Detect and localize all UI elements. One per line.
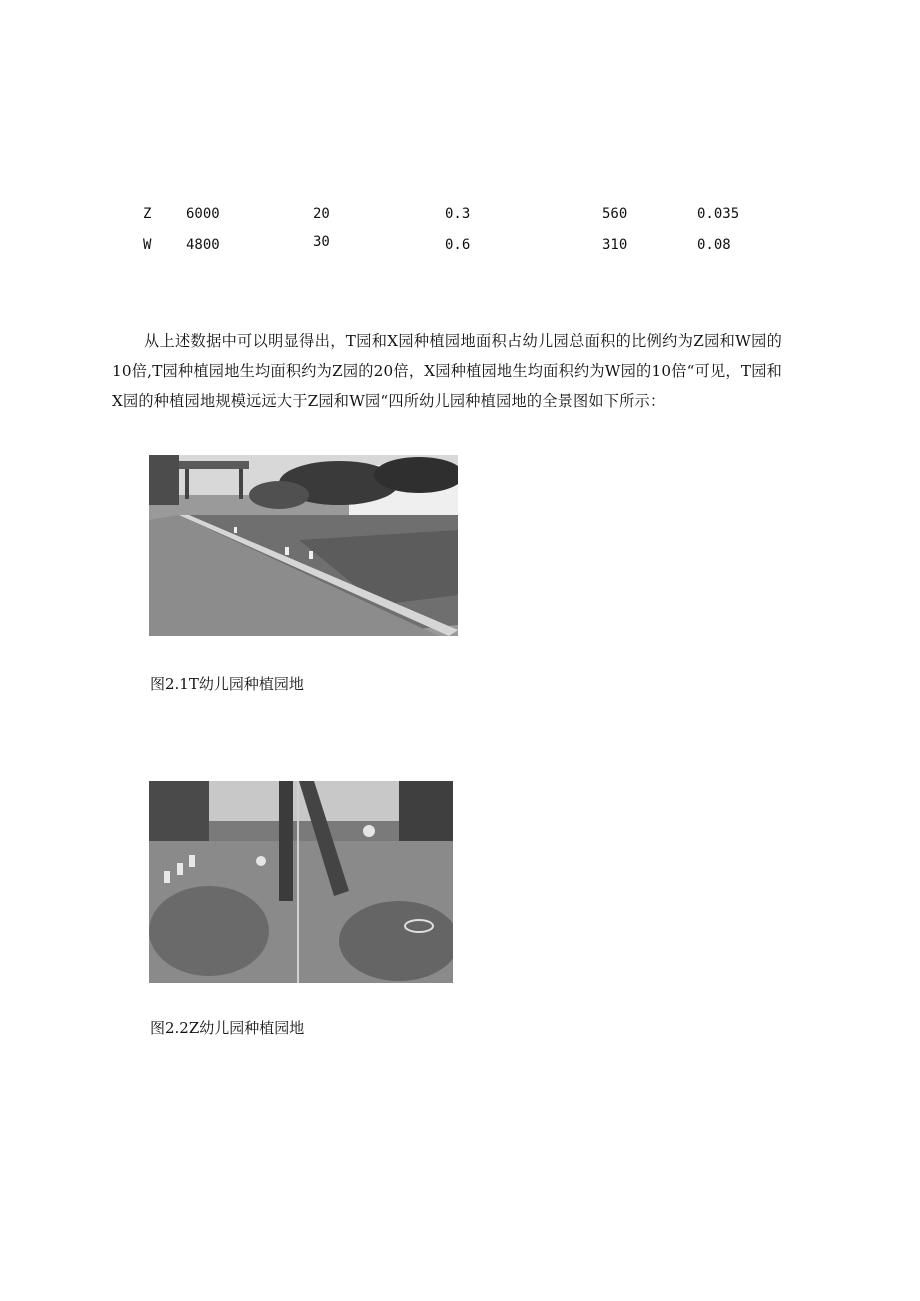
table-cell: 0.6 bbox=[445, 237, 471, 253]
garden-photo-z bbox=[149, 781, 453, 983]
table-cell: 30 bbox=[313, 234, 330, 250]
body-paragraph: 从上述数据中可以明显得出，T园和X园种植园地面积占幼儿园总面积的比例约为Z园和W园的10倍,T园种植园地生均面积约为Z园的20倍，X园种植园地生均面积约为W园的10倍“可见，T园和X园的种植园地规模远远大于Z园和W园“四所幼儿园种植园地的全景图如下所示： bbox=[112, 332, 782, 410]
table-cell: 4800 bbox=[186, 237, 220, 253]
table-cell: 560 bbox=[602, 206, 628, 222]
table-cell: 0.08 bbox=[697, 237, 731, 253]
table-cell: 6000 bbox=[186, 206, 220, 222]
table-row bbox=[0, 234, 920, 259]
table-cell: 0.3 bbox=[445, 206, 471, 222]
figure-caption: 图2.1T幼儿园种植园地 bbox=[150, 675, 304, 693]
table-cell: 20 bbox=[313, 206, 330, 222]
table-cell: 0.035 bbox=[697, 206, 740, 222]
table-row bbox=[0, 206, 920, 228]
table-cell: Z bbox=[143, 206, 152, 222]
garden-photo-t bbox=[149, 455, 458, 636]
figure-caption: 图2.2Z幼儿园种植园地 bbox=[150, 1019, 305, 1037]
table-cell: 310 bbox=[602, 237, 628, 253]
table-cell: W bbox=[143, 237, 152, 253]
